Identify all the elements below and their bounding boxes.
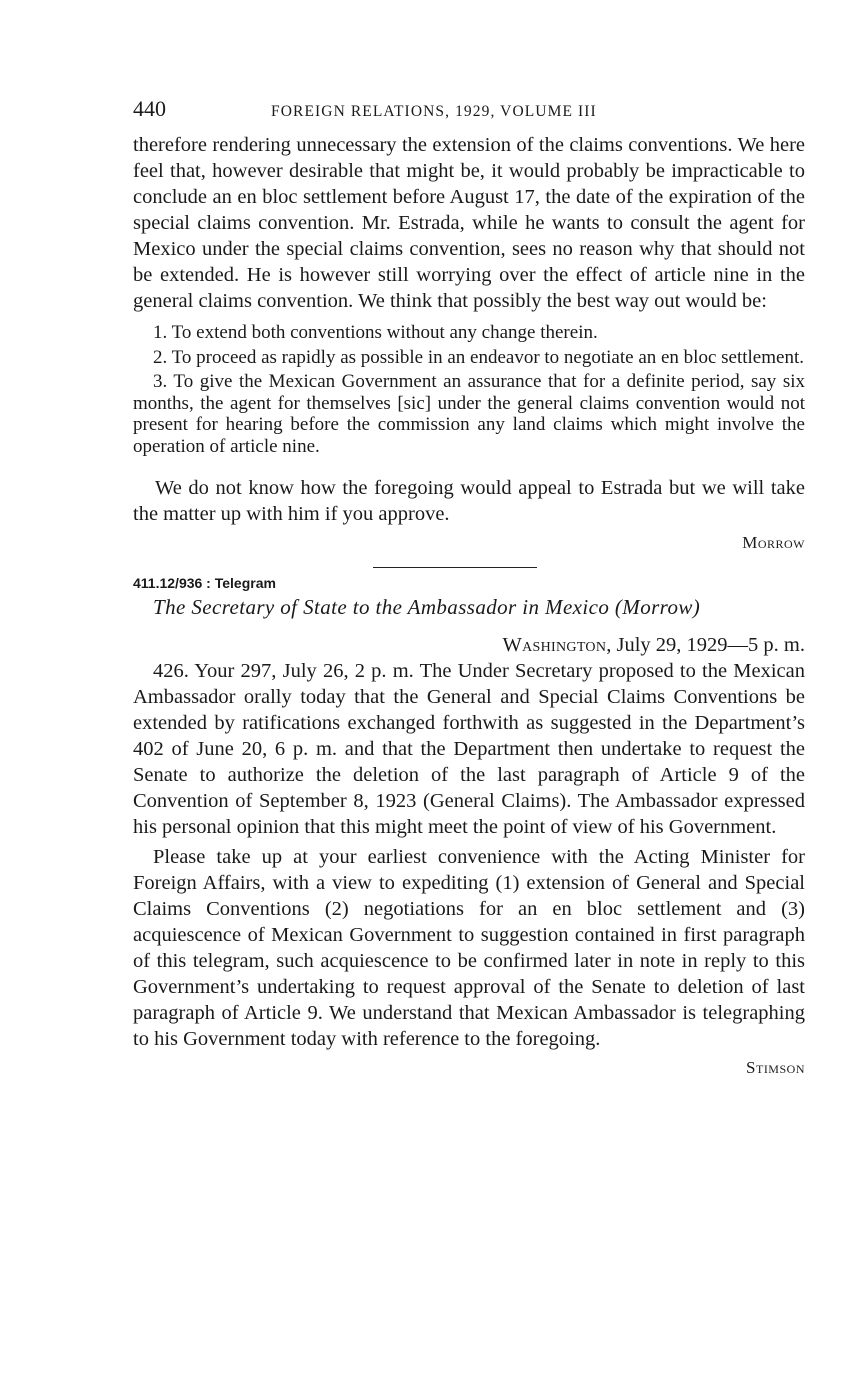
list-item: 1. To extend both conventions without any change therein.	[153, 322, 598, 343]
closing-paragraph: We do not know how the foregoing would appeal to Estrada but we will take the matter up with him if you approve.	[133, 477, 805, 525]
page-header	[133, 96, 805, 132]
proposal-list	[133, 322, 805, 457]
continued-paragraph: therefore rendering unnecessary the extension of the claims conventions. We here feel that, however desirable that might be, it would probably be impracticable to conclude an en bloc settlement before August 17, the date of the expiration of the special claims convention. Mr. Estrada, while he wants to consult the agent for Mexico under the special claims convention, sees no reason why that should not be extended. He is however still worrying over the effect of article nine in the general claims convention. We think that possibly the best way out would be:	[133, 134, 805, 312]
file-reference: 411.12/936 : Telegram	[133, 575, 276, 591]
dateline	[133, 632, 805, 658]
running-title: FOREIGN RELATIONS, 1929, VOLUME III	[271, 103, 597, 120]
document-page	[133, 96, 805, 1078]
list-item: 3. To give the Mexican Government an assurance that for a definite period, say six months, the agent for themselves [sic] under the general claims convention would not present for hearing before the commission any land claims which might involve the operation of article nine.	[133, 371, 805, 457]
signature-stimson: Stimson	[746, 1058, 805, 1077]
dateline-date: , July 29, 1929—5 p. m.	[606, 634, 805, 656]
dateline-place: Washington	[502, 634, 607, 656]
list-item: 2. To proceed as rapidly as possible in an endeavor to negotiate an en bloc settlement.	[153, 346, 804, 368]
document-separator	[133, 563, 805, 593]
telegram-paragraph: Please take up at your earliest convenience with the Acting Minister for Foreign Affairs, with a view to expediting (1) extension of General and Special Claims Conventions (2) negotiations for an en bloc settlement and (3) acquiescence of Mexican Government to suggestion contained in first paragraph of this telegram, such acquiescence to be confirmed later in note in reply to this Government’s undertaking to request approval of the Senate to deletion of last paragraph of Article 9. We understand that Mexican Ambassador is telegraphing to his Government today with reference to the foregoing.	[133, 846, 805, 1050]
separator-rule	[373, 567, 537, 568]
telegram-paragraph: 426. Your 297, July 26, 2 p. m. The Under Secretary proposed to the Mexican Ambassador orally today that the General and Special Claims Conventions be extended by ratifications exchanged forthwith as suggested in the Department’s 402 of June 20, 6 p. m. and that the Department then undertake to request the Senate to authorize the deletion of the last paragraph of Article 9 of the Convention of September 8, 1923 (General Claims). The Ambassador expressed his personal opinion that this might meet the point of view of his Government.	[133, 660, 805, 838]
signature-morrow: Morrow	[742, 533, 805, 552]
page-number: 440	[133, 96, 166, 121]
document-title: The Secretary of State to the Ambassador in Mexico (Morrow)	[153, 595, 701, 619]
